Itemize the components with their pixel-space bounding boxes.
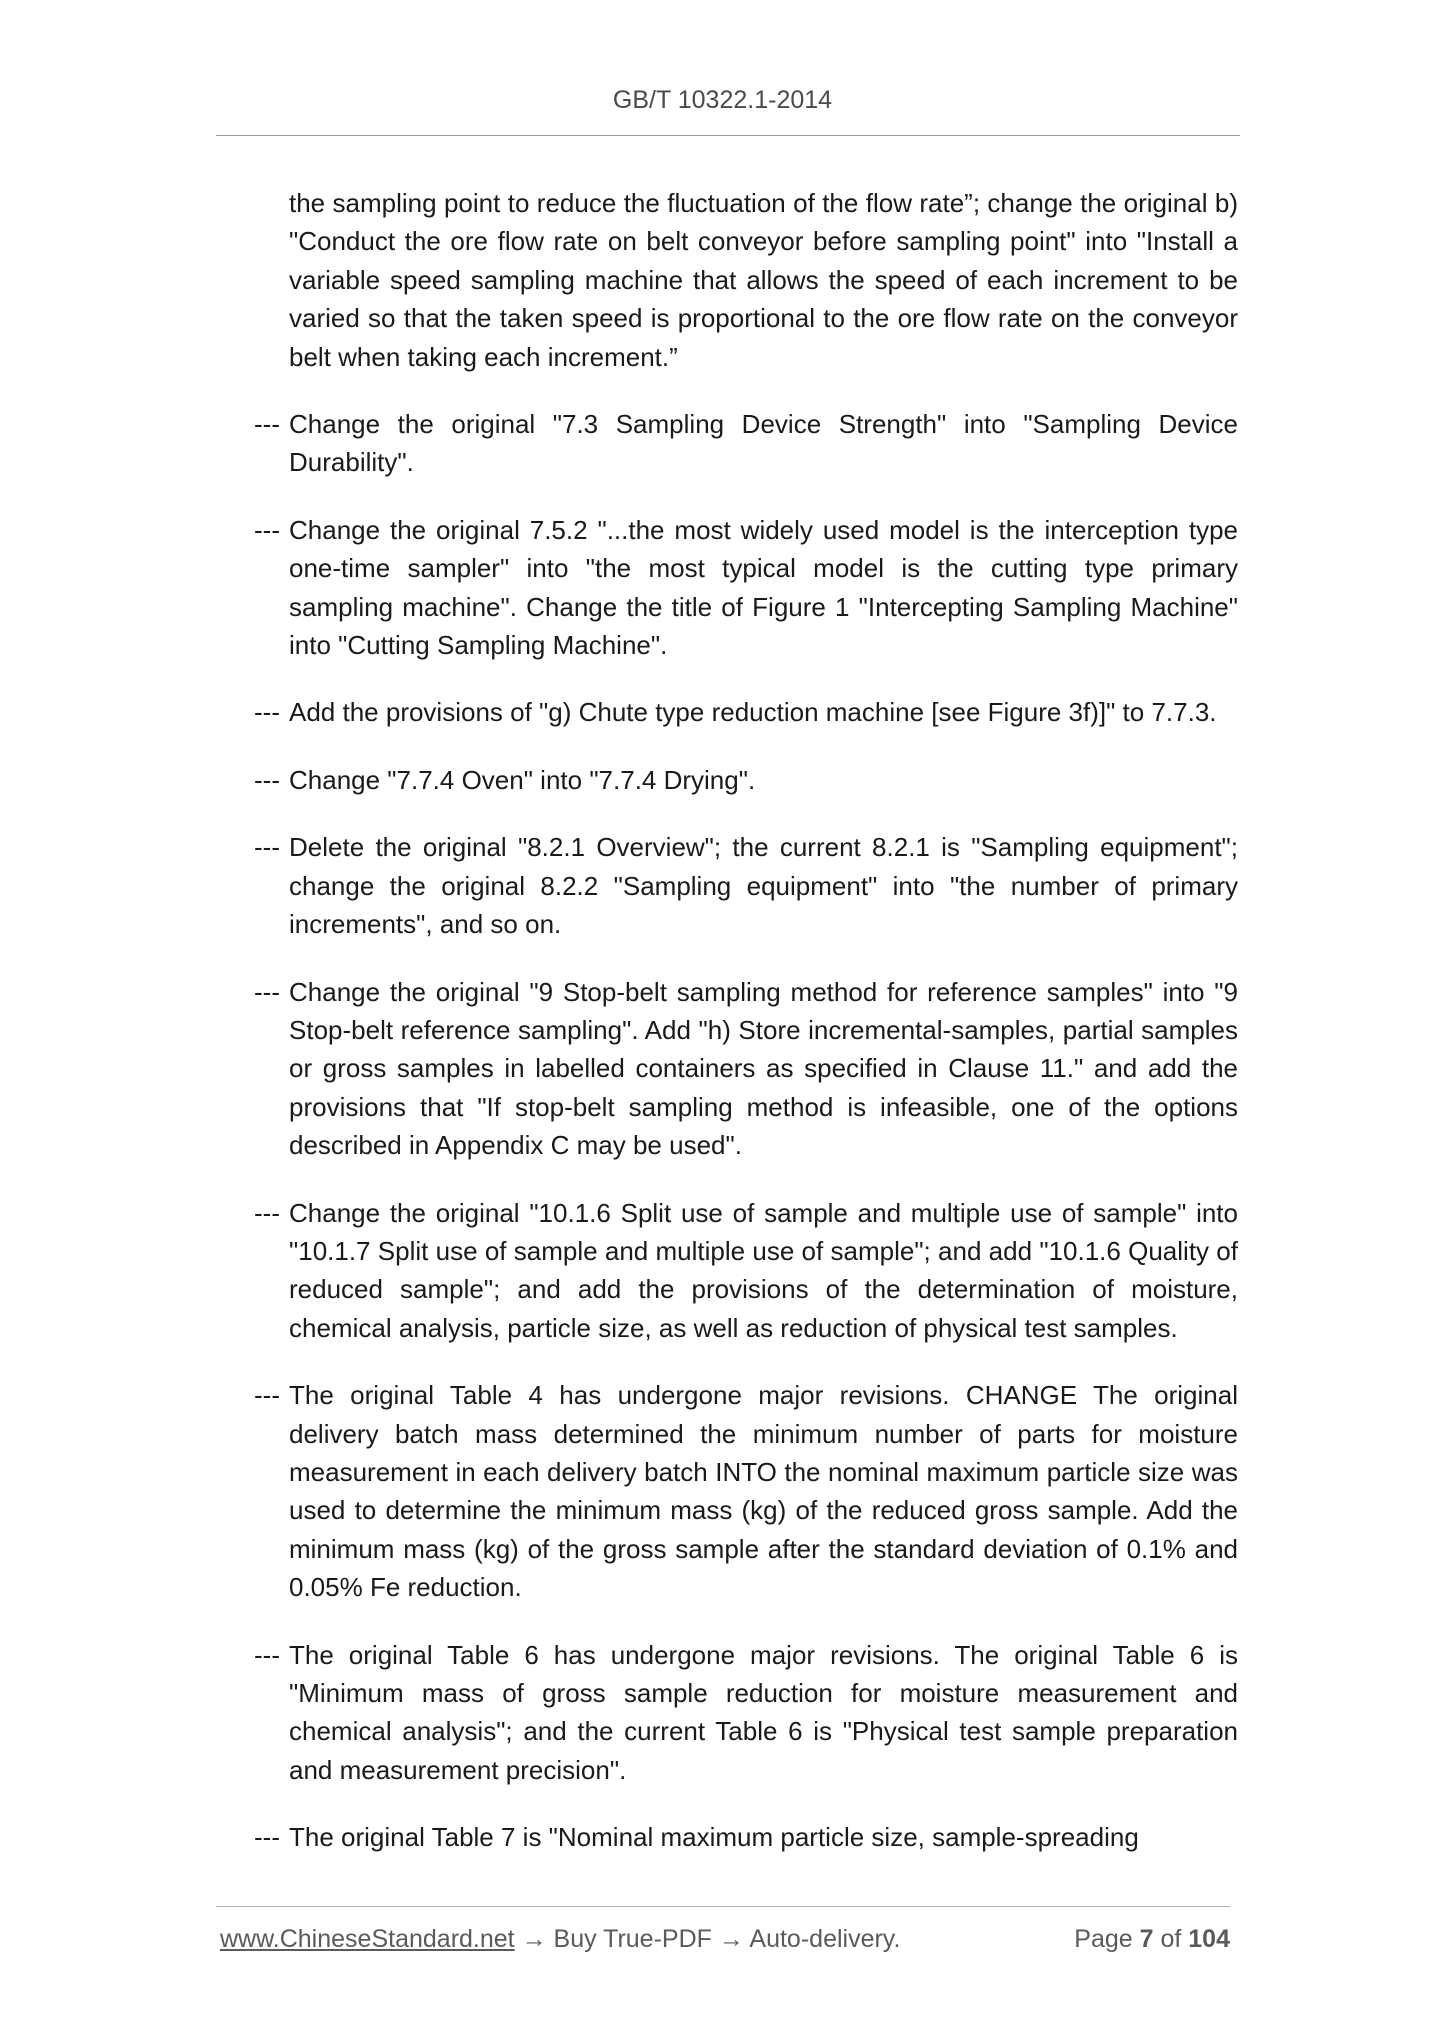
page-footer [220, 1925, 1230, 1954]
footer-tagline: → Buy True-PDF → Auto-delivery. [521, 1925, 901, 1953]
list-item [254, 511, 1238, 665]
list-item-text: Delete the original "8.2.1 Overview"; the current 8.2.1 is "Sampling equipment"; change the original 8.2.2 "Sampling equipment" into "the number of primary increments", and so on. [289, 832, 1238, 940]
dash-marker: --- [254, 514, 280, 545]
list-item [254, 973, 1238, 1165]
website-link[interactable]: www.ChineseStandard.net [220, 1925, 515, 1953]
list-item [254, 1818, 1238, 1856]
dash-marker: --- [254, 409, 280, 440]
list-item [254, 761, 1238, 799]
document-header-title: GB/T 10322.1-2014 [612, 86, 833, 114]
page-label: Page [1074, 1925, 1133, 1953]
list-item [254, 1194, 1238, 1348]
list-item-text: Change "7.7.4 Oven" into "7.7.4 Drying". [289, 764, 756, 795]
list-item-text: The original Table 6 has undergone major revisions. The original Table 6 is "Minimum mass of gross sample reduction for moisture measurement and chemical analysis"; and the current Table 6 is "Physical test sample preparation and measurement precision". [289, 1639, 1238, 1785]
list-item-text: Change the original 7.5.2 "...the most widely used model is the interception type one-time sampler" into "the most typical model is the cutting type primary sampling machine". Change the title of Figure 1 "Intercepting Sampling Machine" into "Cutting Sampling Machine". [289, 514, 1238, 661]
footer-divider [216, 1906, 1230, 1907]
dash-marker: --- [254, 1197, 280, 1228]
list-item [254, 1636, 1238, 1790]
list-item-text: The original Table 7 is "Nominal maximum particle size, sample-spreading [289, 1822, 1139, 1853]
dash-marker: --- [254, 697, 280, 728]
list-item-text: Change the original "7.3 Sampling Device Strength" into "Sampling Device Durability". [289, 409, 1238, 478]
list-item-text: Change the original "9 Stop-belt sampling method for reference samples" into "9 Stop-belt reference sampling". Add "h) Store incremental-samples, partial samples or gross samples in labelled containers as specified in Clause 11." and add the provisions that "If stop-belt sampling method is infeasible, one of the options described in Appendix C may be used". [289, 976, 1238, 1161]
dash-marker: --- [254, 1380, 280, 1411]
list-item [254, 405, 1238, 482]
list-item [254, 1376, 1238, 1606]
page-number: 7 [1139, 1925, 1154, 1953]
list-item-text: Change the original "10.1.6 Split use of sample and multiple use of sample" into "10.1.7 Split use of sample and multiple use of sample"; and add "10.1.6 Quality of reduced sample"; and add the provisions of the determination of moisture, chemical analysis, particle size, as well as reduction of physical test samples. [289, 1197, 1238, 1343]
dash-marker: --- [254, 1822, 280, 1853]
list-item-text: The original Table 4 has undergone major revisions. CHANGE The original delivery batch mass determined the minimum number of parts for moisture measurement in each delivery batch INTO the nominal maximum particle size was used to determine the minimum mass (kg) of the reduced gross sample. Add the minimum mass (kg) of the gross sample after the standard deviation of 0.1% and 0.05% Fe reduction. [289, 1380, 1238, 1603]
dash-marker: --- [254, 976, 280, 1007]
of-label: of [1160, 1925, 1182, 1953]
list-item-text: Add the provisions of "g) Chute type reduction machine [see Figure 3f)]" to 7.7.3. [289, 697, 1217, 728]
dash-marker: --- [254, 1639, 280, 1670]
page-indicator [1074, 1925, 1230, 1954]
dash-marker: --- [254, 832, 280, 863]
header-divider [216, 135, 1240, 136]
list-item [254, 693, 1238, 731]
page-body [254, 184, 1238, 1886]
list-item [254, 828, 1238, 943]
dash-marker: --- [254, 764, 280, 795]
continued-paragraph: the sampling point to reduce the fluctuation of the flow rate”; change the original b) "Conduct the ore flow rate on belt conveyor before sampling point" into "Install a variable speed sampling machine that allows the speed of each increment to be varied so that the taken speed is proportional to the ore flow rate on the conveyor belt when taking each increment.” [289, 188, 1238, 372]
total-pages: 104 [1188, 1925, 1230, 1953]
